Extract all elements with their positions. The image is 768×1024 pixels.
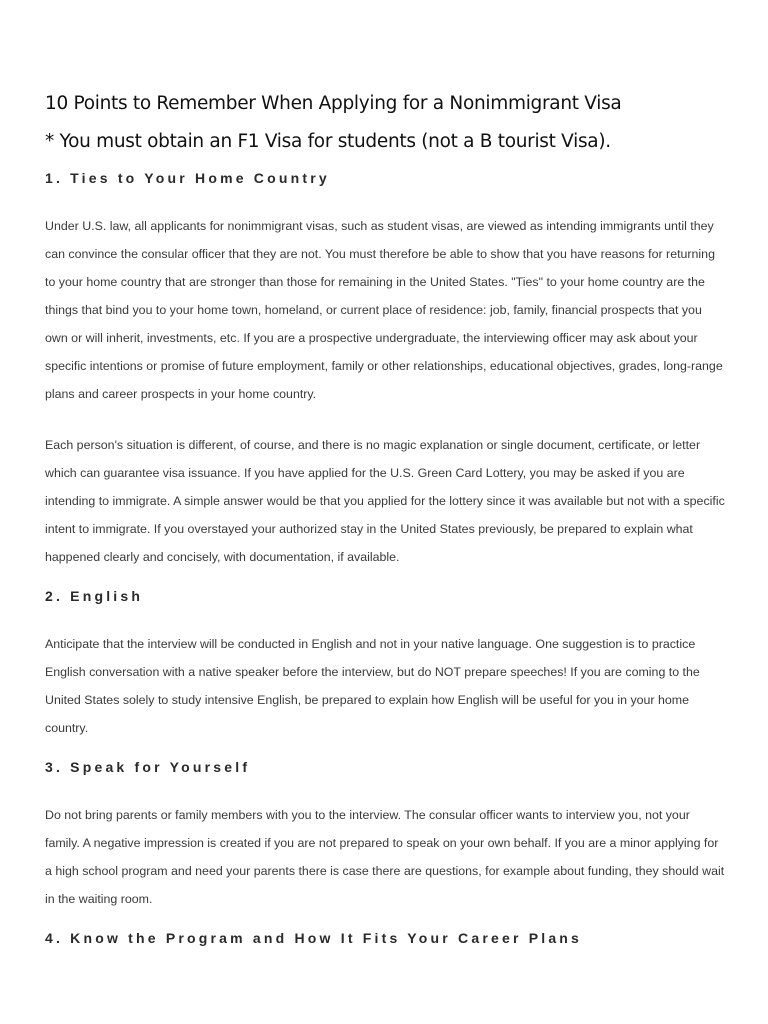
document-title: 10 Points to Remember When Applying for a Nonimmigrant Visa: [45, 93, 622, 114]
document-subtitle: * You must obtain an F1 Visa for students (not a B tourist Visa).: [45, 131, 611, 152]
document-page: [45, 92, 725, 947]
paragraph-ties-2: Each person's situation is different, of course, and there is no magic explanation or single document, certificate, or letter which can guarantee visa issuance. If you have applied for the U.S. Green Card Lottery, you may be asked if you are intending to immigrate. A simple answer would be that you applied for the lottery since it was available but not with a specific intent to immigrate. If you overstayed your authorized stay in the United States previously, be prepared to explain what happened clearly and concisely, with documentation, if available.: [45, 438, 725, 564]
section-heading-speak-for-yourself: 3. Speak for Yourself: [45, 759, 251, 775]
paragraph-ties-1: Under U.S. law, all applicants for nonimmigrant visas, such as student visas, are viewed as intending immigrants until they can convince the consular officer that they are not. You must therefore be able to show that you have reasons for returning to your home country that are stronger than those for remaining in the United States. "Ties" to your home country are the things that bind you to your home town, homeland, or current place of residence: job, family, financial prospects that you own or will inherit, investments, etc. If you are a prospective undergraduate, the interviewing officer may ask about your specific intentions or promise of future employment, family or other relationships, educational objectives, grades, long-range plans and career prospects in your home country.: [45, 219, 723, 401]
section-heading-ties: 1. Ties to Your Home Country: [45, 170, 330, 186]
paragraph-english-1: Anticipate that the interview will be conducted in English and not in your native language. One suggestion is to practice English conversation with a native speaker before the interview, but do NOT prepare speeches! If you are coming to the United States solely to study intensive English, be prepared to explain how English will be useful for you in your home country.: [45, 637, 700, 735]
section-heading-know-the-program: 4. Know the Program and How It Fits Your Career Plans: [45, 930, 583, 946]
paragraph-speak-for-yourself-1: Do not bring parents or family members with you to the interview. The consular officer wants to interview you, not your family. A negative impression is created if you are not prepared to speak on your own behalf. If you are a minor applying for a high school program and need your parents there is case there are questions, for example about funding, they should wait in the waiting room.: [45, 808, 725, 906]
section-heading-english: 2. English: [45, 588, 144, 604]
